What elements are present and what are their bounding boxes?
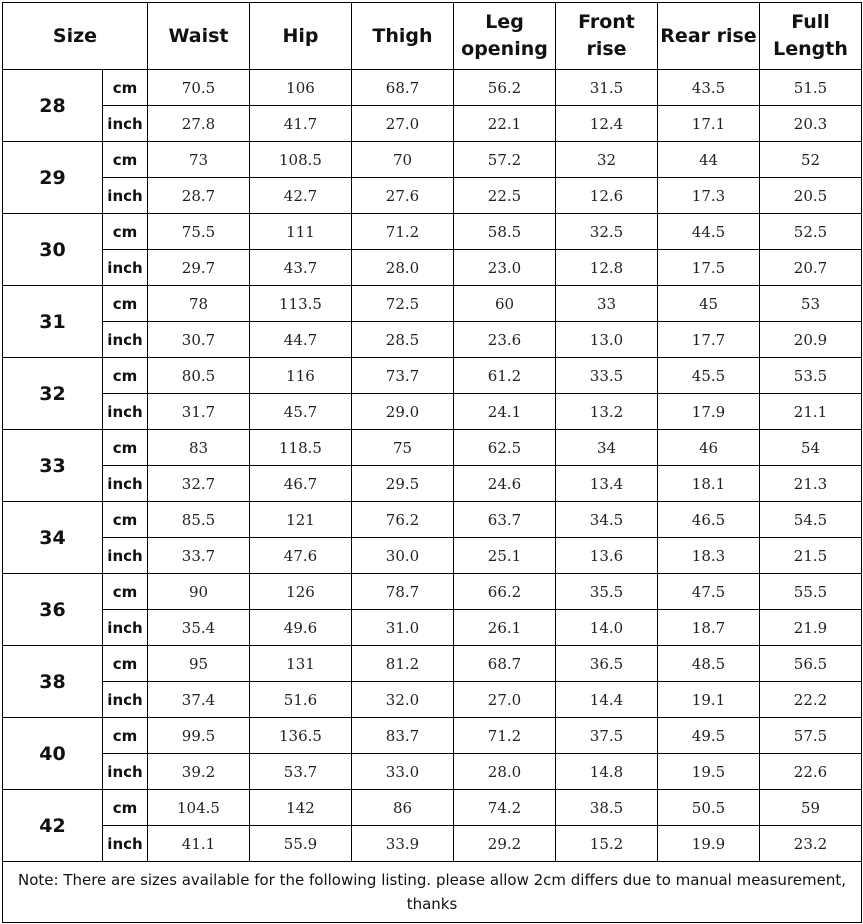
measurement-cell: 44.5: [658, 214, 760, 250]
measurement-cell: 116: [250, 358, 352, 394]
measurement-cell: 28.5: [352, 322, 454, 358]
table-row: [3, 250, 862, 286]
measurement-cell: 85.5: [148, 502, 250, 538]
measurement-cell: 136.5: [250, 718, 352, 754]
measurement-cell: 46: [658, 430, 760, 466]
measurement-cell: 21.3: [760, 466, 862, 502]
measurement-cell: 43.5: [658, 70, 760, 106]
unit-label-inch: inch: [103, 826, 148, 862]
measurement-cell: 131: [250, 646, 352, 682]
table-row: [3, 790, 862, 826]
unit-label-inch: inch: [103, 610, 148, 646]
hip-column-header: Hip: [250, 3, 352, 70]
unit-label-inch: inch: [103, 466, 148, 502]
measurement-cell: 38.5: [556, 790, 658, 826]
measurement-cell: 19.9: [658, 826, 760, 862]
measurement-cell: 27.0: [352, 106, 454, 142]
measurement-cell: 106: [250, 70, 352, 106]
measurement-cell: 21.5: [760, 538, 862, 574]
measurement-cell: 35.4: [148, 610, 250, 646]
measurement-cell: 22.1: [454, 106, 556, 142]
measurement-cell: 13.2: [556, 394, 658, 430]
measurement-cell: 118.5: [250, 430, 352, 466]
measurement-cell: 42.7: [250, 178, 352, 214]
measurement-cell: 12.8: [556, 250, 658, 286]
unit-label-cm: cm: [103, 502, 148, 538]
measurement-cell: 41.7: [250, 106, 352, 142]
measurement-cell: 56.5: [760, 646, 862, 682]
measurement-cell: 51.6: [250, 682, 352, 718]
size-label: 28: [3, 70, 103, 142]
measurement-cell: 53.7: [250, 754, 352, 790]
measurement-cell: 53: [760, 286, 862, 322]
size-label: 31: [3, 286, 103, 358]
measurement-cell: 20.3: [760, 106, 862, 142]
measurement-cell: 32.0: [352, 682, 454, 718]
measurement-cell: 21.9: [760, 610, 862, 646]
measurement-cell: 12.6: [556, 178, 658, 214]
measurement-cell: 18.3: [658, 538, 760, 574]
table-row: [3, 214, 862, 250]
size-table-body: [3, 70, 862, 862]
measurement-note: Note: There are sizes available for the following listing. please allow 2cm differs due to manual measurement, thanks: [3, 862, 862, 923]
measurement-cell: 61.2: [454, 358, 556, 394]
measurement-cell: 29.2: [454, 826, 556, 862]
measurement-cell: 71.2: [352, 214, 454, 250]
measurement-cell: 113.5: [250, 286, 352, 322]
measurement-cell: 22.2: [760, 682, 862, 718]
size-label: 42: [3, 790, 103, 862]
measurement-cell: 14.8: [556, 754, 658, 790]
measurement-cell: 62.5: [454, 430, 556, 466]
unit-label-cm: cm: [103, 430, 148, 466]
measurement-cell: 30.0: [352, 538, 454, 574]
table-row: [3, 646, 862, 682]
measurement-cell: 23.6: [454, 322, 556, 358]
table-row: [3, 286, 862, 322]
measurement-cell: 25.1: [454, 538, 556, 574]
measurement-cell: 74.2: [454, 790, 556, 826]
measurement-cell: 23.0: [454, 250, 556, 286]
measurement-cell: 14.0: [556, 610, 658, 646]
unit-label-inch: inch: [103, 250, 148, 286]
measurement-cell: 80.5: [148, 358, 250, 394]
measurement-cell: 15.2: [556, 826, 658, 862]
measurement-cell: 95: [148, 646, 250, 682]
measurement-cell: 29.7: [148, 250, 250, 286]
size-label: 38: [3, 646, 103, 718]
measurement-cell: 18.7: [658, 610, 760, 646]
leg-opening-column-header: Leg opening: [454, 3, 556, 70]
measurement-cell: 31.7: [148, 394, 250, 430]
measurement-cell: 30.7: [148, 322, 250, 358]
unit-label-cm: cm: [103, 646, 148, 682]
measurement-cell: 19.1: [658, 682, 760, 718]
measurement-cell: 32: [556, 142, 658, 178]
measurement-cell: 73.7: [352, 358, 454, 394]
measurement-cell: 47.6: [250, 538, 352, 574]
measurement-cell: 44.7: [250, 322, 352, 358]
measurement-cell: 48.5: [658, 646, 760, 682]
measurement-cell: 45.5: [658, 358, 760, 394]
measurement-cell: 33.0: [352, 754, 454, 790]
size-chart-table: [2, 2, 862, 923]
measurement-cell: 45: [658, 286, 760, 322]
measurement-cell: 46.7: [250, 466, 352, 502]
measurement-cell: 78: [148, 286, 250, 322]
measurement-cell: 22.6: [760, 754, 862, 790]
measurement-cell: 26.1: [454, 610, 556, 646]
size-column-header: Size: [3, 3, 148, 70]
waist-column-header: Waist: [148, 3, 250, 70]
table-row: [3, 502, 862, 538]
measurement-cell: 19.5: [658, 754, 760, 790]
measurement-cell: 28.7: [148, 178, 250, 214]
measurement-cell: 75.5: [148, 214, 250, 250]
unit-label-cm: cm: [103, 574, 148, 610]
measurement-cell: 27.8: [148, 106, 250, 142]
measurement-cell: 68.7: [352, 70, 454, 106]
rear-rise-column-header: Rear rise: [658, 3, 760, 70]
measurement-cell: 66.2: [454, 574, 556, 610]
measurement-cell: 55.5: [760, 574, 862, 610]
measurement-cell: 46.5: [658, 502, 760, 538]
measurement-cell: 20.9: [760, 322, 862, 358]
measurement-cell: 17.9: [658, 394, 760, 430]
unit-label-inch: inch: [103, 178, 148, 214]
measurement-cell: 13.6: [556, 538, 658, 574]
measurement-cell: 14.4: [556, 682, 658, 718]
measurement-cell: 27.6: [352, 178, 454, 214]
size-label: 40: [3, 718, 103, 790]
measurement-cell: 57.5: [760, 718, 862, 754]
measurement-cell: 60: [454, 286, 556, 322]
measurement-cell: 121: [250, 502, 352, 538]
unit-label-inch: inch: [103, 538, 148, 574]
measurement-cell: 34.5: [556, 502, 658, 538]
unit-label-cm: cm: [103, 790, 148, 826]
unit-label-inch: inch: [103, 106, 148, 142]
measurement-cell: 47.5: [658, 574, 760, 610]
measurement-cell: 22.5: [454, 178, 556, 214]
measurement-cell: 59: [760, 790, 862, 826]
table-row: [3, 610, 862, 646]
measurement-cell: 29.0: [352, 394, 454, 430]
header-row: [3, 3, 862, 70]
unit-label-cm: cm: [103, 718, 148, 754]
table-row: [3, 754, 862, 790]
measurement-cell: 18.1: [658, 466, 760, 502]
measurement-cell: 142: [250, 790, 352, 826]
measurement-cell: 21.1: [760, 394, 862, 430]
unit-label-cm: cm: [103, 142, 148, 178]
measurement-cell: 34: [556, 430, 658, 466]
front-rise-column-header: Front rise: [556, 3, 658, 70]
measurement-cell: 27.0: [454, 682, 556, 718]
measurement-cell: 54: [760, 430, 862, 466]
measurement-cell: 56.2: [454, 70, 556, 106]
measurement-cell: 33.5: [556, 358, 658, 394]
table-row: [3, 358, 862, 394]
size-label: 33: [3, 430, 103, 502]
unit-label-inch: inch: [103, 682, 148, 718]
measurement-cell: 13.0: [556, 322, 658, 358]
measurement-cell: 35.5: [556, 574, 658, 610]
measurement-cell: 23.2: [760, 826, 862, 862]
measurement-cell: 37.4: [148, 682, 250, 718]
measurement-cell: 70: [352, 142, 454, 178]
measurement-cell: 86: [352, 790, 454, 826]
size-label: 34: [3, 502, 103, 574]
unit-label-cm: cm: [103, 70, 148, 106]
measurement-cell: 33.9: [352, 826, 454, 862]
measurement-cell: 13.4: [556, 466, 658, 502]
measurement-cell: 71.2: [454, 718, 556, 754]
table-row: [3, 70, 862, 106]
measurement-cell: 58.5: [454, 214, 556, 250]
table-row: [3, 322, 862, 358]
measurement-cell: 72.5: [352, 286, 454, 322]
measurement-cell: 63.7: [454, 502, 556, 538]
measurement-cell: 24.1: [454, 394, 556, 430]
measurement-cell: 68.7: [454, 646, 556, 682]
table-row: [3, 430, 862, 466]
measurement-cell: 49.5: [658, 718, 760, 754]
measurement-cell: 33.7: [148, 538, 250, 574]
measurement-cell: 108.5: [250, 142, 352, 178]
measurement-cell: 111: [250, 214, 352, 250]
measurement-cell: 12.4: [556, 106, 658, 142]
table-row: [3, 826, 862, 862]
table-row: [3, 178, 862, 214]
table-row: [3, 682, 862, 718]
measurement-cell: 51.5: [760, 70, 862, 106]
measurement-cell: 126: [250, 574, 352, 610]
measurement-cell: 70.5: [148, 70, 250, 106]
measurement-cell: 31.0: [352, 610, 454, 646]
measurement-cell: 83: [148, 430, 250, 466]
measurement-cell: 17.3: [658, 178, 760, 214]
measurement-cell: 17.5: [658, 250, 760, 286]
measurement-cell: 52.5: [760, 214, 862, 250]
unit-label-cm: cm: [103, 214, 148, 250]
measurement-cell: 28.0: [454, 754, 556, 790]
measurement-cell: 53.5: [760, 358, 862, 394]
measurement-cell: 41.1: [148, 826, 250, 862]
measurement-cell: 36.5: [556, 646, 658, 682]
measurement-cell: 78.7: [352, 574, 454, 610]
measurement-cell: 49.6: [250, 610, 352, 646]
measurement-cell: 43.7: [250, 250, 352, 286]
unit-label-inch: inch: [103, 754, 148, 790]
measurement-cell: 55.9: [250, 826, 352, 862]
note-row: [3, 862, 862, 923]
measurement-cell: 83.7: [352, 718, 454, 754]
measurement-cell: 39.2: [148, 754, 250, 790]
measurement-cell: 99.5: [148, 718, 250, 754]
measurement-cell: 81.2: [352, 646, 454, 682]
measurement-cell: 17.1: [658, 106, 760, 142]
measurement-cell: 57.2: [454, 142, 556, 178]
measurement-cell: 73: [148, 142, 250, 178]
full-length-column-header: Full Length: [760, 3, 862, 70]
unit-label-cm: cm: [103, 358, 148, 394]
table-row: [3, 718, 862, 754]
table-row: [3, 142, 862, 178]
measurement-cell: 45.7: [250, 394, 352, 430]
measurement-cell: 44: [658, 142, 760, 178]
size-label: 32: [3, 358, 103, 430]
measurement-cell: 54.5: [760, 502, 862, 538]
measurement-cell: 31.5: [556, 70, 658, 106]
table-row: [3, 106, 862, 142]
unit-label-inch: inch: [103, 394, 148, 430]
measurement-cell: 75: [352, 430, 454, 466]
unit-label-cm: cm: [103, 286, 148, 322]
measurement-cell: 50.5: [658, 790, 760, 826]
measurement-cell: 52: [760, 142, 862, 178]
measurement-cell: 29.5: [352, 466, 454, 502]
measurement-cell: 33: [556, 286, 658, 322]
table-row: [3, 538, 862, 574]
measurement-cell: 37.5: [556, 718, 658, 754]
table-row: [3, 466, 862, 502]
measurement-cell: 90: [148, 574, 250, 610]
measurement-cell: 104.5: [148, 790, 250, 826]
measurement-cell: 24.6: [454, 466, 556, 502]
table-row: [3, 574, 862, 610]
size-label: 29: [3, 142, 103, 214]
size-label: 36: [3, 574, 103, 646]
measurement-cell: 28.0: [352, 250, 454, 286]
table-row: [3, 394, 862, 430]
unit-label-inch: inch: [103, 322, 148, 358]
measurement-cell: 76.2: [352, 502, 454, 538]
thigh-column-header: Thigh: [352, 3, 454, 70]
measurement-cell: 20.7: [760, 250, 862, 286]
measurement-cell: 20.5: [760, 178, 862, 214]
measurement-cell: 32.5: [556, 214, 658, 250]
measurement-cell: 17.7: [658, 322, 760, 358]
measurement-cell: 32.7: [148, 466, 250, 502]
size-label: 30: [3, 214, 103, 286]
